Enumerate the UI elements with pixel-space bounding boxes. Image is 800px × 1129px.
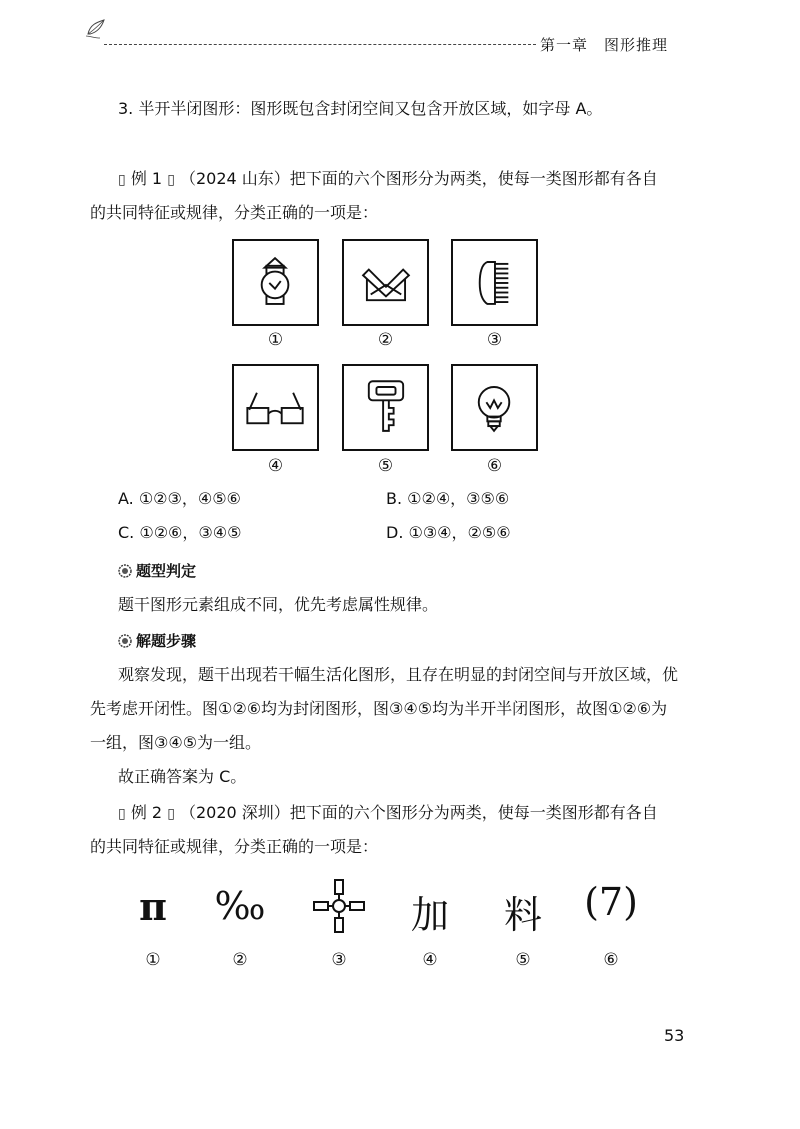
symbol-number-1: ①	[145, 950, 161, 970]
example1-header	[118, 168, 658, 191]
answer-line: 故正确答案为 C。	[118, 767, 247, 786]
figure-glasses	[232, 364, 319, 451]
chapter-title: 第一章 图形推理	[540, 36, 669, 54]
symbol-jia: 加	[410, 893, 449, 937]
option-d: D. ①③④，②⑤⑥	[386, 523, 511, 542]
example2-line2: 的共同特征或规律，分类正确的一项是：	[90, 837, 379, 856]
gear-badge-icon	[118, 634, 132, 648]
steps-line-1: 观察发现，题干出现若干幅生活化图形，且存在明显的封闭空间与开放区域，优	[118, 665, 679, 684]
example2-tag: 例 2	[130, 803, 163, 822]
symbol-number-6: ⑥	[603, 950, 619, 970]
type-title-text: 题型判定	[136, 562, 197, 580]
watch-icon	[234, 241, 317, 324]
symbol-paren-seven: (7)	[584, 880, 638, 924]
symbol-permille: ‰	[214, 884, 266, 928]
type-section-title	[118, 560, 196, 581]
gear-badge-icon	[118, 564, 132, 578]
example1-line1: （2024 山东）把下面的六个图形分为两类，使每一类图形都有各自	[180, 169, 658, 188]
bracket-left: ▯	[118, 172, 126, 188]
figure-number-6: ⑥	[486, 456, 503, 476]
figure-lightbulb	[451, 364, 538, 451]
key-icon	[344, 366, 427, 449]
bracket-right: ▯	[167, 172, 175, 188]
header-divider	[104, 44, 536, 45]
bracket-right: ▯	[167, 806, 175, 822]
example1-line2: 的共同特征或规律，分类正确的一项是：	[90, 203, 379, 222]
example1-tag: 例 1	[130, 169, 163, 188]
figure-comb	[451, 239, 538, 326]
symbol-number-3: ③	[331, 950, 347, 970]
symbol-number-4: ④	[422, 950, 438, 970]
cross-circle-icon	[304, 878, 374, 934]
figure-number-1: ①	[267, 330, 284, 350]
symbol-number-5: ⑤	[515, 950, 531, 970]
steps-title-text: 解题步骤	[136, 632, 197, 650]
symbol-liao: 料	[503, 893, 542, 937]
example2-header	[118, 802, 658, 825]
steps-section-title	[118, 630, 196, 651]
example2-line1: （2020 深圳）把下面的六个图形分为两类，使每一类图形都有各自	[180, 803, 658, 822]
option-a: A. ①②③，④⑤⑥	[118, 489, 241, 508]
option-b: B. ①②④，③⑤⑥	[386, 489, 510, 508]
intro-line: 3. 半开半闭图形：图形既包含封闭空间又包含开放区域，如字母 A。	[118, 99, 603, 118]
page-number: 53	[664, 1026, 685, 1045]
bracket-left: ▯	[118, 806, 126, 822]
symbol-number-2: ②	[232, 950, 248, 970]
comb-icon	[453, 241, 536, 324]
figure-number-5: ⑤	[377, 456, 394, 476]
figure-number-4: ④	[267, 456, 284, 476]
figure-basket	[342, 239, 429, 326]
symbol-cross-circle	[304, 878, 374, 934]
glasses-icon	[234, 366, 317, 449]
lightbulb-icon	[453, 366, 536, 449]
basket-icon	[344, 241, 427, 324]
symbol-pi: π	[139, 884, 167, 929]
steps-line-2: 先考虑开闭性。图①②⑥均为封闭图形，图③④⑤均为半开半闭图形，故图①②⑥为	[90, 699, 668, 718]
figure-key	[342, 364, 429, 451]
type-text: 题干图形元素组成不同，优先考虑属性规律。	[118, 595, 439, 614]
steps-line-3: 一组，图③④⑤为一组。	[90, 733, 262, 752]
figure-watch	[232, 239, 319, 326]
option-c: C. ①②⑥，③④⑤	[118, 523, 242, 542]
figure-number-3: ③	[486, 330, 503, 350]
leaf-logo-icon	[84, 16, 110, 40]
figure-number-2: ②	[377, 330, 394, 350]
